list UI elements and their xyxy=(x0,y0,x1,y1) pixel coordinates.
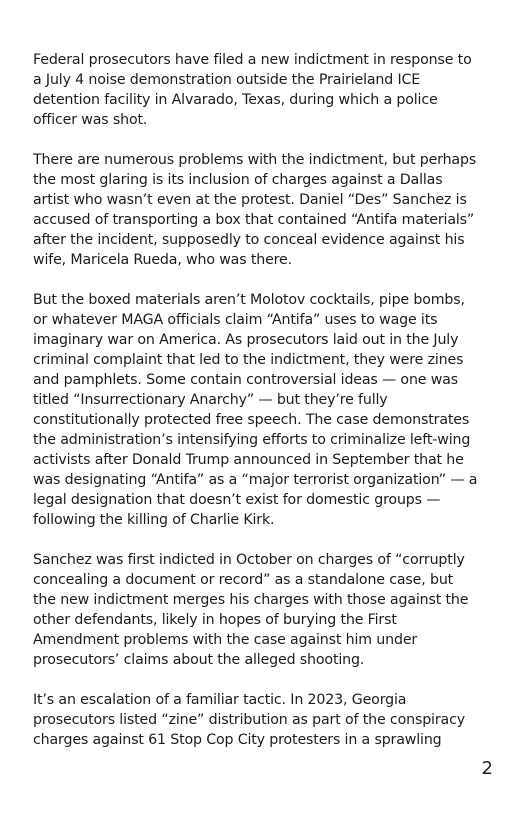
paragraph-4: Sanchez was first indicted in October on charges of “corruptly concealing a document or record” as a standalone case, but the new indictment merges his charges with those against the other defendants, likely in hopes of burying the First Amendment problems with the case against him under prosecutors’ claims about the alleged shooting. xyxy=(33,552,469,668)
paragraph-3: But the boxed materials aren’t Molotov cocktails, pipe bombs, or whatever MAGA officials claim “Antifa” uses to wage its imaginary war on America. As prosecutors laid out in the July criminal complaint that led to the indictment, they were zines and pamphlets. Some contain controversial ideas — one was titled “Insurrectionary Anarchy” — but they’re fully constitutionally protected free speech. The case demonstrates the administration’s intensifying efforts to criminalize left-wing activists after Donald Trump announced in September that he was designating “Antifa” as a “major terrorist organization” — a legal designation that doesn’t exist for domestic groups — following the killing of Charlie Kirk. xyxy=(33,292,478,528)
paragraph-1: Federal prosecutors have filed a new indictment in response to a July 4 noise demonstration outside the Prairieland ICE detention facility in Alvarado, Texas, during which a police officer was shot. xyxy=(33,52,472,128)
page-number: 2 xyxy=(481,758,493,779)
paragraph-5: It’s an escalation of a familiar tactic. In 2023, Georgia prosecutors listed “zine” distribution as part of the conspiracy charges against 61 Stop Cop City protesters in a sprawling xyxy=(33,692,465,748)
paragraph-2: There are numerous problems with the indictment, but perhaps the most glaring is its inclusion of charges against a Dallas artist who wasn’t even at the protest. Daniel “Des” Sanchez is accused of transporting a box that contained “Antifa materials” after the incident, supposedly to conceal evidence against his wife, Maricela Rueda, who was there. xyxy=(33,152,477,268)
article-body xyxy=(33,50,479,770)
